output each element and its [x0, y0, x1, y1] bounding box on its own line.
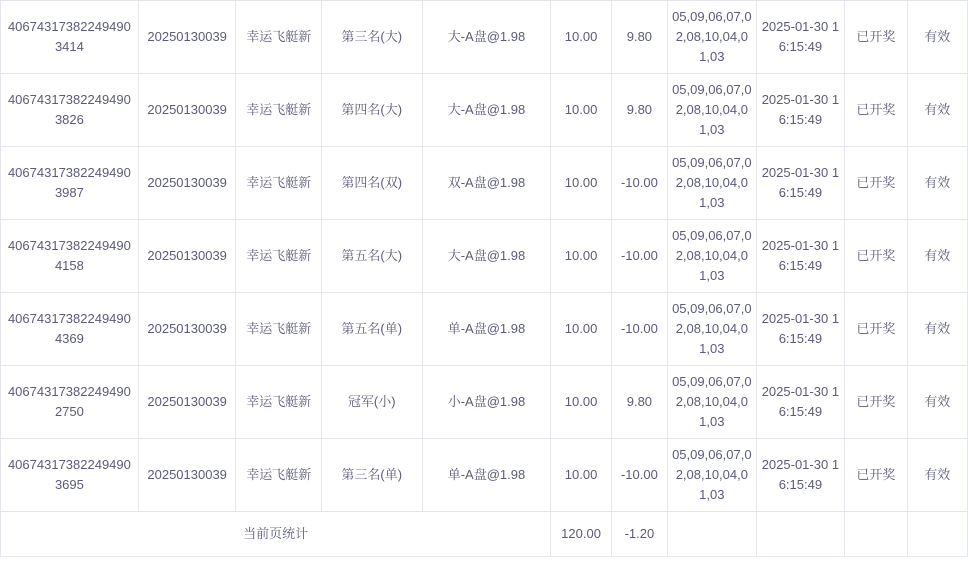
cell-issue: 20250130039 — [138, 293, 236, 366]
cell-order-no: 406743173822494902750 — [1, 366, 139, 439]
cell-game: 幸运飞艇新 — [236, 366, 322, 439]
cell-play: 第五名(大) — [321, 220, 422, 293]
cell-valid: 有效 — [907, 293, 967, 366]
cell-result: 05,09,06,07,02,08,10,04,01,03 — [668, 1, 757, 74]
cell-result: 05,09,06,07,02,08,10,04,01,03 — [668, 220, 757, 293]
table-row[interactable] — [1, 1, 968, 74]
summary-amount: 120.00 — [551, 512, 611, 557]
cell-issue: 20250130039 — [138, 220, 236, 293]
cell-issue: 20250130039 — [138, 147, 236, 220]
table-row[interactable] — [1, 439, 968, 512]
summary-blank-valid — [907, 512, 967, 557]
cell-order-no: 406743173822494903987 — [1, 147, 139, 220]
cell-profit: -10.00 — [611, 147, 667, 220]
cell-valid: 有效 — [907, 147, 967, 220]
table-row[interactable] — [1, 74, 968, 147]
cell-amount: 10.00 — [551, 1, 611, 74]
cell-amount: 10.00 — [551, 439, 611, 512]
cell-game: 幸运飞艇新 — [236, 293, 322, 366]
summary-profit: -1.20 — [611, 512, 667, 557]
cell-valid: 有效 — [907, 366, 967, 439]
table-row[interactable] — [1, 147, 968, 220]
cell-status: 已开奖 — [845, 366, 907, 439]
cell-amount: 10.00 — [551, 293, 611, 366]
cell-game: 幸运飞艇新 — [236, 74, 322, 147]
cell-content: 双-A盘@1.98 — [422, 147, 551, 220]
cell-content: 大-A盘@1.98 — [422, 220, 551, 293]
cell-issue: 20250130039 — [138, 1, 236, 74]
cell-order-no: 406743173822494903695 — [1, 439, 139, 512]
cell-order-no: 406743173822494903414 — [1, 1, 139, 74]
cell-amount: 10.00 — [551, 147, 611, 220]
cell-time: 2025-01-30 16:15:49 — [756, 74, 845, 147]
cell-content: 单-A盘@1.98 — [422, 293, 551, 366]
cell-valid: 有效 — [907, 220, 967, 293]
cell-play: 第五名(单) — [321, 293, 422, 366]
cell-profit: -10.00 — [611, 220, 667, 293]
summary-label: 当前页统计 — [1, 512, 551, 557]
cell-profit: 9.80 — [611, 1, 667, 74]
cell-play: 第四名(大) — [321, 74, 422, 147]
cell-result: 05,09,06,07,02,08,10,04,01,03 — [668, 74, 757, 147]
cell-profit: 9.80 — [611, 74, 667, 147]
cell-valid: 有效 — [907, 1, 967, 74]
cell-content: 小-A盘@1.98 — [422, 366, 551, 439]
page-summary-row — [1, 512, 968, 557]
table-row[interactable] — [1, 366, 968, 439]
cell-status: 已开奖 — [845, 147, 907, 220]
cell-status: 已开奖 — [845, 293, 907, 366]
cell-status: 已开奖 — [845, 74, 907, 147]
cell-game: 幸运飞艇新 — [236, 439, 322, 512]
cell-order-no: 406743173822494903826 — [1, 74, 139, 147]
cell-play: 第三名(大) — [321, 1, 422, 74]
cell-result: 05,09,06,07,02,08,10,04,01,03 — [668, 366, 757, 439]
cell-status: 已开奖 — [845, 1, 907, 74]
cell-game: 幸运飞艇新 — [236, 1, 322, 74]
cell-time: 2025-01-30 16:15:49 — [756, 1, 845, 74]
table-row[interactable] — [1, 293, 968, 366]
cell-game: 幸运飞艇新 — [236, 147, 322, 220]
summary-blank-time — [756, 512, 845, 557]
table-row[interactable] — [1, 220, 968, 293]
cell-content: 单-A盘@1.98 — [422, 439, 551, 512]
cell-status: 已开奖 — [845, 439, 907, 512]
cell-time: 2025-01-30 16:15:49 — [756, 293, 845, 366]
cell-issue: 20250130039 — [138, 74, 236, 147]
cell-game: 幸运飞艇新 — [236, 220, 322, 293]
cell-issue: 20250130039 — [138, 439, 236, 512]
cell-play: 第三名(单) — [321, 439, 422, 512]
cell-time: 2025-01-30 16:15:49 — [756, 147, 845, 220]
cell-issue: 20250130039 — [138, 366, 236, 439]
cell-result: 05,09,06,07,02,08,10,04,01,03 — [668, 439, 757, 512]
cell-time: 2025-01-30 16:15:49 — [756, 439, 845, 512]
cell-time: 2025-01-30 16:15:49 — [756, 220, 845, 293]
cell-time: 2025-01-30 16:15:49 — [756, 366, 845, 439]
cell-valid: 有效 — [907, 439, 967, 512]
cell-status: 已开奖 — [845, 220, 907, 293]
cell-profit: -10.00 — [611, 439, 667, 512]
cell-play: 第四名(双) — [321, 147, 422, 220]
cell-order-no: 406743173822494904369 — [1, 293, 139, 366]
cell-profit: 9.80 — [611, 366, 667, 439]
cell-amount: 10.00 — [551, 74, 611, 147]
cell-content: 大-A盘@1.98 — [422, 74, 551, 147]
summary-blank-status — [845, 512, 907, 557]
cell-result: 05,09,06,07,02,08,10,04,01,03 — [668, 147, 757, 220]
cell-order-no: 406743173822494904158 — [1, 220, 139, 293]
summary-blank-result — [668, 512, 757, 557]
cell-amount: 10.00 — [551, 220, 611, 293]
cell-content: 大-A盘@1.98 — [422, 1, 551, 74]
cell-profit: -10.00 — [611, 293, 667, 366]
cell-amount: 10.00 — [551, 366, 611, 439]
cell-valid: 有效 — [907, 74, 967, 147]
cell-result: 05,09,06,07,02,08,10,04,01,03 — [668, 293, 757, 366]
cell-play: 冠军(小) — [321, 366, 422, 439]
